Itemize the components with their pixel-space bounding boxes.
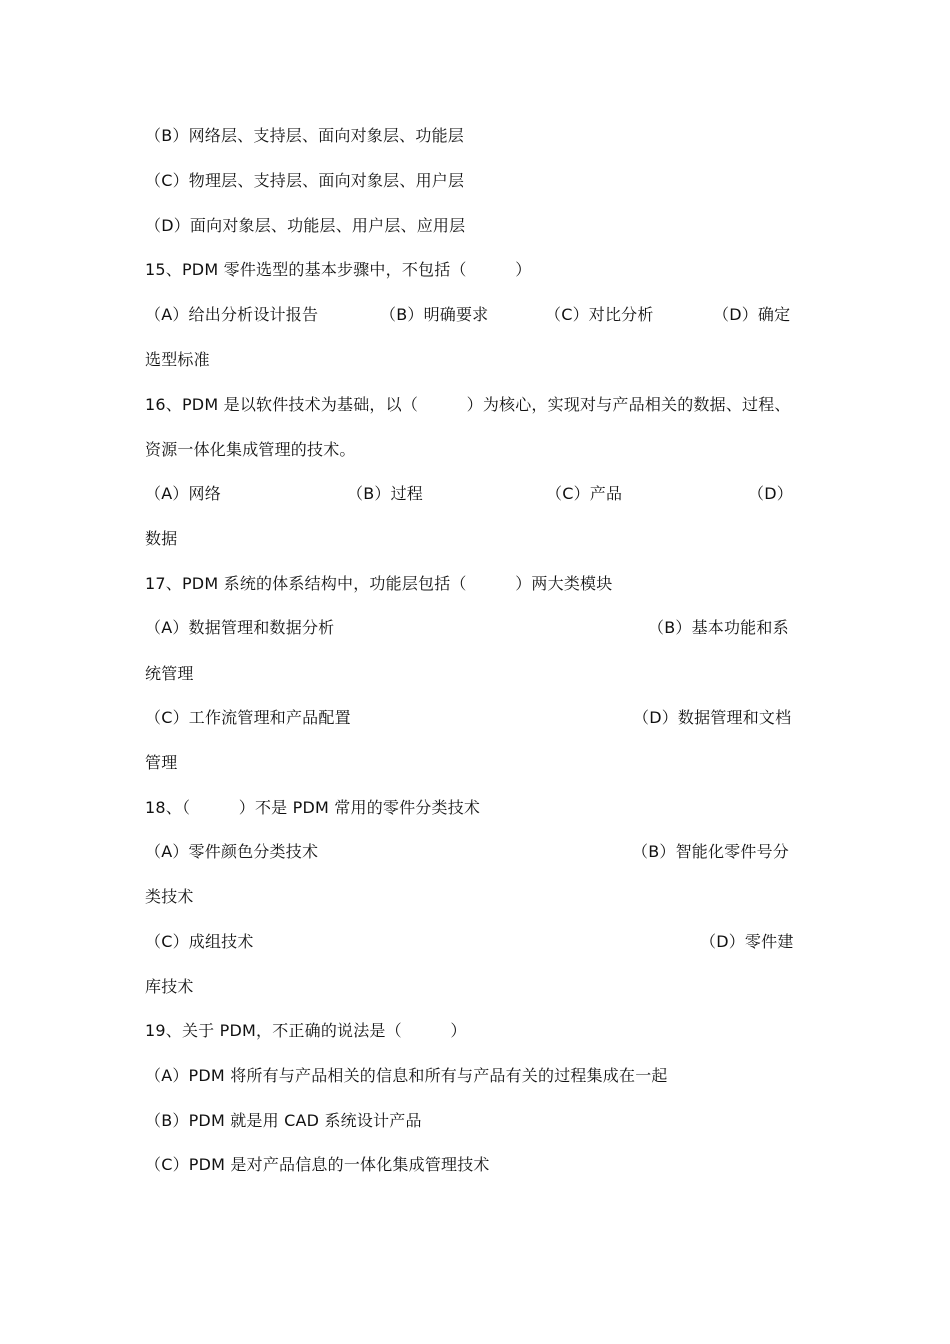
- question-17-options: [145, 614, 805, 642]
- option-line: [145, 660, 805, 688]
- option-b: （B）智能化零件号分: [632, 842, 789, 861]
- option-line: [145, 167, 805, 195]
- question-19: [145, 1017, 805, 1045]
- option-a: （A）数据管理和数据分析: [145, 618, 335, 637]
- question-text: 15、PDM 零件选型的基本步骤中，不包括（ ）: [145, 260, 532, 279]
- question-15: [145, 256, 805, 284]
- option-d: （D）数据管理和文档: [633, 708, 792, 727]
- question-text: 16、PDM 是以软件技术为基础，以（ ）为核心，实现对与产品相关的数据、过程、: [145, 395, 791, 414]
- question-17: [145, 570, 805, 598]
- option-d-continued: 数据: [145, 529, 178, 548]
- option-c: （C）工作流管理和产品配置: [145, 708, 351, 727]
- option-a: （A）给出分析设计报告: [145, 305, 319, 324]
- option-d: （D）确定: [713, 305, 791, 324]
- option-b: （B）网络层、支持层、面向对象层、功能层: [145, 126, 464, 145]
- option-c: （C）物理层、支持层、面向对象层、用户层: [145, 171, 465, 190]
- option-line: [145, 749, 805, 777]
- option-d: （D）: [748, 484, 793, 503]
- option-line: [145, 346, 805, 374]
- option-d-continued: 库技术: [145, 977, 194, 996]
- question-16: [145, 391, 805, 419]
- question-18-options: [145, 838, 805, 866]
- option-line: [145, 883, 805, 911]
- question-16-options: [145, 480, 805, 508]
- option-b: （B）过程: [347, 484, 423, 503]
- option-b: （B）PDM 就是用 CAD 系统设计产品: [145, 1111, 422, 1130]
- option-line: [145, 1151, 805, 1179]
- option-c: （C）PDM 是对产品信息的一体化集成管理技术: [145, 1155, 490, 1174]
- question-15-options: [145, 301, 805, 329]
- option-c: （C）成组技术: [145, 932, 254, 951]
- option-a: （A）网络: [145, 484, 221, 503]
- option-d-continued: 管理: [145, 753, 178, 772]
- option-line: [145, 1062, 805, 1090]
- question-text: 18、（ ）不是 PDM 常用的零件分类技术: [145, 798, 481, 817]
- option-c: （C）产品: [546, 484, 623, 503]
- option-line: [145, 212, 805, 240]
- option-line: [145, 525, 805, 553]
- option-a: （A）零件颜色分类技术: [145, 842, 319, 861]
- option-d: （D）面向对象层、功能层、用户层、应用层: [145, 216, 466, 235]
- question-text: 19、关于 PDM，不正确的说法是（ ）: [145, 1021, 467, 1040]
- question-17-options: [145, 704, 805, 732]
- option-b-continued: 类技术: [145, 887, 194, 906]
- option-line: [145, 122, 805, 150]
- option-line: [145, 1107, 805, 1135]
- question-16-cont: [145, 436, 805, 464]
- question-text-continued: 资源一体化集成管理的技术。: [145, 440, 356, 459]
- option-a: （A）PDM 将所有与产品相关的信息和所有与产品有关的过程集成在一起: [145, 1066, 668, 1085]
- option-b-continued: 统管理: [145, 664, 194, 683]
- question-18: [145, 794, 805, 822]
- question-text: 17、PDM 系统的体系结构中，功能层包括（ ）两大类模块: [145, 574, 613, 593]
- option-d: （D）零件建: [700, 932, 794, 951]
- option-c: （C）对比分析: [545, 305, 654, 324]
- option-b: （B）明确要求: [380, 305, 489, 324]
- question-18-options: [145, 928, 805, 956]
- option-line: [145, 973, 805, 1001]
- option-b: （B）基本功能和系: [648, 618, 789, 637]
- option-d-continued: 选型标准: [145, 350, 210, 369]
